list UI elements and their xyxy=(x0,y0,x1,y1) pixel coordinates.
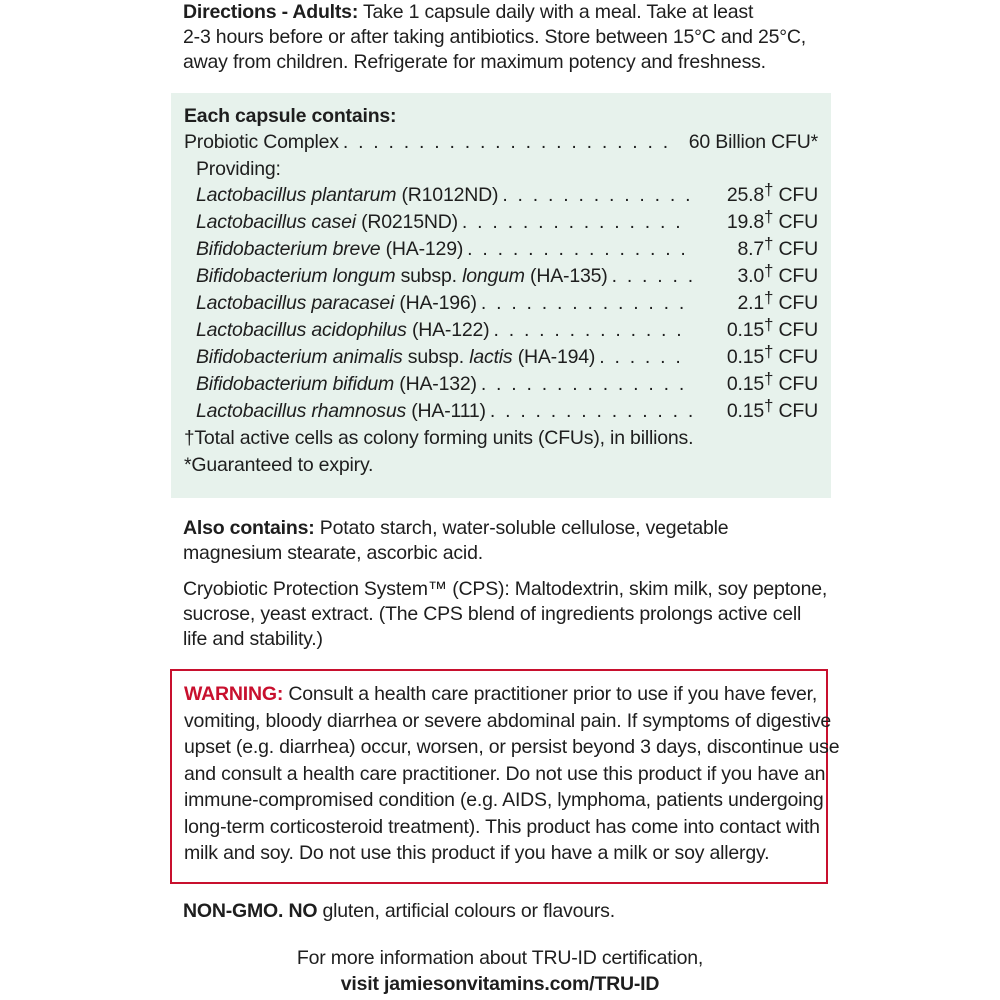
strain-row xyxy=(184,236,818,263)
warning-line-1-text: Consult a health care practitioner prior to use if you have fever, xyxy=(283,683,818,705)
strain-name xyxy=(196,263,608,290)
strain-row xyxy=(184,371,818,398)
strain-unit: CFU xyxy=(778,400,818,422)
strain-row xyxy=(184,398,818,425)
also-contains-line-1 xyxy=(183,516,833,541)
warning-line-7: milk and soy. Do not use this product if you have a milk or soy allergy. xyxy=(184,842,770,864)
strain-amount xyxy=(698,263,818,290)
warning-line-1 xyxy=(184,681,824,708)
strain-unit: CFU xyxy=(778,211,818,233)
strain-value: 0.15 xyxy=(726,373,765,395)
strain-species: Bifidobacterium animalis xyxy=(196,346,403,368)
dagger-symbol: † xyxy=(764,342,774,361)
strain-amount xyxy=(698,209,818,236)
leader-dots xyxy=(481,290,692,317)
strain-amount xyxy=(698,182,818,209)
strain-code: (HA-129) xyxy=(380,238,464,260)
complex-amount: 60 Billion CFU* xyxy=(688,131,818,153)
leader-dots xyxy=(343,129,672,156)
also-contains-label: Also contains: xyxy=(183,517,315,539)
leader-dots xyxy=(612,263,692,290)
dagger-symbol: † xyxy=(764,180,774,199)
footnote-star: *Guaranteed to expiry. xyxy=(184,454,374,476)
strain-code: (HA-132) xyxy=(394,373,477,395)
warning-line-5: immune-compromised condition (e.g. AIDS, lymphoma, patients undergoing xyxy=(184,789,824,811)
also-contains-text: Potato starch, water-soluble cellulose, vegetable xyxy=(314,517,729,539)
strain-species: Bifidobacterium longum xyxy=(196,265,396,287)
strain-value: 25.8 xyxy=(726,184,765,206)
footer-line-1: For more information about TRU-ID certification, xyxy=(296,947,704,969)
strain-unit: CFU xyxy=(778,184,818,206)
strain-value: 3.0 xyxy=(737,265,765,287)
strain-species: Bifidobacterium bifidum xyxy=(196,373,395,395)
leader-dots xyxy=(462,209,692,236)
leader-dots xyxy=(599,344,692,371)
cps-line-3: life and stability.) xyxy=(183,628,323,650)
strain-name xyxy=(196,371,477,398)
warning-line-4: and consult a health care practitioner. Do not use this product if you have an xyxy=(184,762,826,785)
warning-line-3: upset (e.g. diarrhea) occur, worsen, or persist beyond 3 days, discontinue use xyxy=(184,736,840,758)
complex-name: Probiotic Complex xyxy=(184,131,339,153)
also-contains-line-2: magnesium stearate, ascorbic acid. xyxy=(183,542,483,564)
strain-name xyxy=(196,344,595,371)
strain-name xyxy=(196,182,498,209)
strain-name xyxy=(196,290,477,317)
leader-dots xyxy=(502,182,692,209)
cps-section xyxy=(183,577,833,652)
non-gmo-line xyxy=(183,899,833,924)
strain-species: Lactobacillus rhamnosus xyxy=(196,400,407,422)
strain-species: Lactobacillus paracasei xyxy=(196,292,395,314)
leader-dots xyxy=(493,317,692,344)
strain-code: (HA-122) xyxy=(406,319,490,341)
strain-row xyxy=(184,263,818,290)
strain-unit: CFU xyxy=(778,265,818,287)
directions-line-3: away from children. Refrigerate for maximum potency and freshness. xyxy=(183,51,766,73)
non-gmo-text: gluten, artificial colours or flavours. xyxy=(317,900,615,922)
dagger-symbol: † xyxy=(184,428,195,449)
dagger-symbol: † xyxy=(764,207,774,226)
directions-line-1 xyxy=(183,0,833,25)
strain-value: 8.7 xyxy=(737,238,765,260)
footnote-dagger-text: Total active cells as colony forming units (CFUs), in billions. xyxy=(194,427,694,449)
strain-amount xyxy=(698,344,818,371)
strain-value: 0.15 xyxy=(726,400,765,422)
strain-row xyxy=(184,317,818,344)
leader-dots xyxy=(481,371,692,398)
dagger-symbol: † xyxy=(764,261,774,280)
directions-label: Directions - Adults: xyxy=(183,1,359,23)
directions-text: Take 1 capsule daily with a meal. Take at least xyxy=(358,1,754,23)
dagger-symbol: † xyxy=(764,288,774,307)
strain-code: (R0215ND) xyxy=(355,211,458,233)
strain-name xyxy=(196,317,489,344)
dagger-symbol: † xyxy=(764,369,774,388)
strain-subspecies: lactis xyxy=(469,346,513,368)
strain-amount xyxy=(698,290,818,317)
strain-unit: CFU xyxy=(778,238,818,260)
strain-species: Bifidobacterium breve xyxy=(196,238,381,260)
strain-amount xyxy=(698,398,818,425)
non-gmo-statement xyxy=(183,899,833,924)
strain-subspecies-prefix: subsp. xyxy=(402,346,470,368)
strain-code: (R1012ND) xyxy=(396,184,499,206)
strain-value: 19.8 xyxy=(726,211,765,233)
also-contains-section xyxy=(183,516,833,566)
warning-line-2: vomiting, bloody diarrhea or severe abdominal pain. If symptoms of digestive xyxy=(184,709,832,732)
strain-name xyxy=(196,398,486,425)
dagger-symbol: † xyxy=(764,315,774,334)
strain-value: 0.15 xyxy=(726,346,765,368)
cps-line-2: sucrose, yeast extract. (The CPS blend of ingredients prolongs active cell xyxy=(183,603,802,625)
strain-amount xyxy=(698,371,818,398)
strain-list xyxy=(184,182,818,425)
strain-subspecies-prefix: subsp. xyxy=(395,265,463,287)
strain-row xyxy=(184,290,818,317)
panel-title: Each capsule contains: xyxy=(184,105,397,127)
strain-amount xyxy=(698,317,818,344)
dagger-symbol: † xyxy=(764,396,774,415)
warning-text xyxy=(184,681,840,867)
directions-line-2: 2-3 hours before or after taking antibiotics. Store between 15°C and 25°C, xyxy=(183,26,806,48)
leader-dots xyxy=(467,236,692,263)
strain-unit: CFU xyxy=(778,346,818,368)
strain-unit: CFU xyxy=(778,292,818,314)
directions-section xyxy=(183,0,833,75)
ingredients-panel xyxy=(171,93,831,498)
footnote-dagger xyxy=(184,425,818,452)
strain-species: Lactobacillus casei xyxy=(196,211,356,233)
warning-box xyxy=(170,669,840,884)
strain-row xyxy=(184,182,818,209)
strain-species: Lactobacillus acidophilus xyxy=(196,319,407,341)
strain-name xyxy=(196,236,463,263)
leader-dots xyxy=(490,398,692,425)
strain-row xyxy=(184,209,818,236)
strain-code: (HA-135) xyxy=(524,265,608,287)
strain-code: (HA-111) xyxy=(406,400,486,422)
warning-line-6: long-term corticosteroid treatment). This product has come into contact with xyxy=(184,815,820,838)
warning-label: WARNING: xyxy=(184,683,284,705)
strain-row xyxy=(184,344,818,371)
strain-subspecies: longum xyxy=(462,265,525,287)
ingredients-panel-content xyxy=(184,103,818,479)
strain-value: 0.15 xyxy=(726,319,765,341)
dagger-symbol: † xyxy=(764,234,774,253)
strain-code: (HA-196) xyxy=(394,292,477,314)
strain-species: Lactobacillus plantarum xyxy=(196,184,397,206)
providing-label: Providing: xyxy=(196,158,281,180)
cps-line-1: Cryobiotic Protection System™ (CPS): Maltodextrin, skim milk, soy peptone, xyxy=(183,578,828,600)
strain-name xyxy=(196,209,458,236)
strain-amount xyxy=(698,236,818,263)
non-gmo-label: NON-GMO. NO xyxy=(183,900,318,922)
probiotic-complex-row xyxy=(184,129,818,156)
strain-unit: CFU xyxy=(778,373,818,395)
strain-value: 2.1 xyxy=(737,292,765,314)
footer-url[interactable]: visit jamiesonvitamins.com/TRU-ID xyxy=(340,973,660,995)
strain-code: (HA-194) xyxy=(512,346,596,368)
strain-unit: CFU xyxy=(778,319,818,341)
